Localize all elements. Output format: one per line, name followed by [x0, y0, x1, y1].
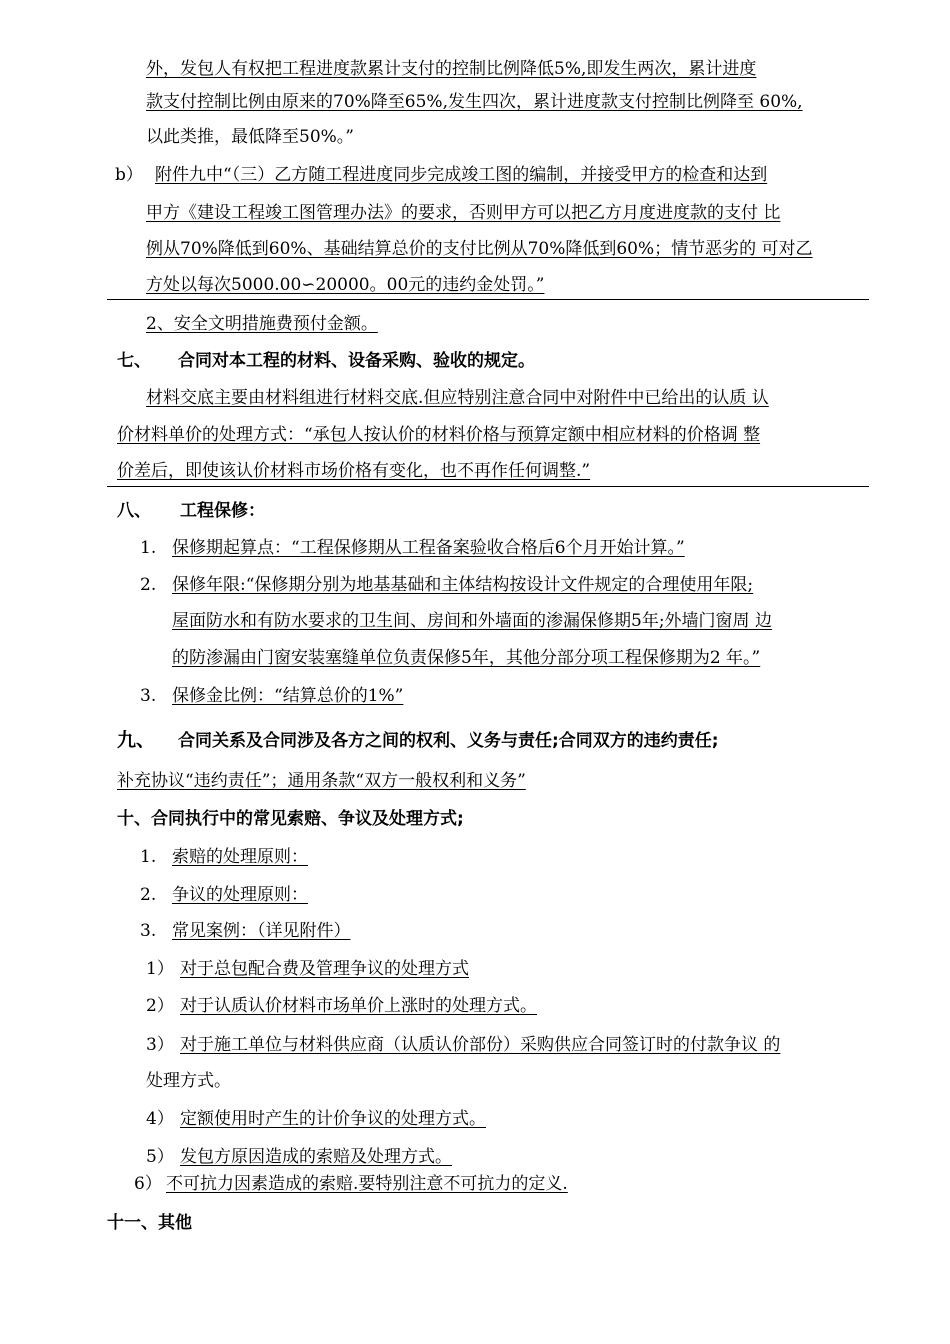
list-item: 保修年限:“保修期分别为地基基础和主体结构按设计文件规定的合理使用年限;	[172, 575, 754, 595]
case-item: 对于施工单位与材料供应商（认质认价部份）采购供应合同签订时的付款争议 的	[180, 1035, 781, 1055]
paragraph-line: 甲方《建设工程竣工图管理办法》的要求，否则甲方可以把乙方月度进度款的支付 比	[146, 203, 781, 223]
paragraph-line: 补充协议“违约责任”；通用条款“双方一般权利和义务”	[117, 771, 526, 791]
paragraph-line: 外，发包人有权把工程进度款累计支付的控制比例降低5%,即发生两次，累计进度	[146, 59, 757, 79]
case-number: 1）	[146, 959, 174, 979]
section-number: 七、	[117, 351, 151, 371]
case-item: 定额使用时产生的计价争议的处理方式。	[180, 1109, 486, 1129]
paragraph-line: 附件九中“（三）乙方随工程进度同步完成竣工图的编制，并接受甲方的检查和达到	[155, 165, 768, 185]
list-item: 保修金比例：“结算总价的1%”	[172, 686, 404, 706]
divider	[107, 299, 869, 300]
case-item: 不可抗力因素造成的索赔.要特别注意不可抗力的定义.	[166, 1174, 568, 1194]
list-item: 常见案例：（详见附件）	[172, 921, 351, 941]
list-item: 的防渗漏由门窗安装塞缝单位负责保修5年，其他分部分项工程保修期为2 年。”	[172, 648, 761, 668]
case-item: 对于认质认价材料市场单价上涨时的处理方式。	[180, 996, 537, 1016]
list-number: 1.	[140, 538, 157, 558]
list-number: 3.	[140, 921, 157, 941]
section-title: 十一、其他	[107, 1213, 192, 1233]
item-marker: b）	[115, 165, 143, 185]
divider	[107, 486, 869, 487]
list-number: 1.	[140, 847, 157, 867]
list-item: 屋面防水和有防水要求的卫生间、房间和外墙面的渗漏保修期5年;外墙门窗周 边	[172, 611, 772, 631]
list-item: 保修期起算点：“工程保修期从工程备案验收合格后6个月开始计算。”	[172, 538, 685, 558]
case-item: 发包方原因造成的索赔及处理方式。	[180, 1147, 452, 1167]
list-number: 2.	[140, 575, 157, 595]
section-title: 合同对本工程的材料、设备采购、验收的规定。	[178, 351, 535, 371]
paragraph-line: 方处以每次5000.00∽20000。00元的违约金处罚。”	[146, 275, 545, 295]
paragraph-line: 价差后，即使该认价材料市场价格有变化，也不再作任何调整.”	[117, 461, 591, 481]
case-number: 3）	[146, 1035, 174, 1055]
section-number: 八、	[117, 501, 151, 521]
section-title: 工程保修：	[180, 501, 265, 521]
paragraph-line: 材料交底主要由材料组进行材料交底.但应特别注意合同中对附件中已给出的认质 认	[146, 388, 769, 408]
list-item: 索赔的处理原则：	[172, 847, 308, 867]
case-number: 4）	[146, 1109, 174, 1129]
case-number: 2）	[146, 996, 174, 1016]
case-number: 6）	[134, 1174, 162, 1194]
case-item: 处理方式。	[146, 1071, 231, 1091]
list-number: 2.	[140, 885, 157, 905]
section-number: 九、	[117, 729, 156, 751]
paragraph-line: 以此类推，最低降至50%。”	[146, 127, 354, 147]
paragraph-line: 款支付控制比例由原来的70%降至65%,发生四次，累计进度款支付控制比例降至 60%,	[146, 92, 803, 112]
list-number: 3.	[140, 686, 157, 706]
section-title: 十、合同执行中的常见索赔、争议及处理方式;	[117, 809, 464, 829]
section-title: 合同关系及合同涉及各方之间的权利、义务与责任;合同双方的违约责任;	[178, 731, 719, 751]
paragraph-line: 例从70%降低到60%、基础结算总价的支付比例从70%降低到60%；情节恶劣的 可对乙	[146, 239, 813, 259]
case-item: 对于总包配合费及管理争议的处理方式	[180, 959, 469, 979]
list-item: 争议的处理原则：	[172, 885, 308, 905]
paragraph-line: 2、安全文明措施费预付金额。	[146, 314, 378, 334]
paragraph-line: 价材料单价的处理方式：“承包人按认价的材料价格与预算定额中相应材料的价格调 整	[117, 425, 761, 445]
case-number: 5）	[146, 1147, 174, 1167]
